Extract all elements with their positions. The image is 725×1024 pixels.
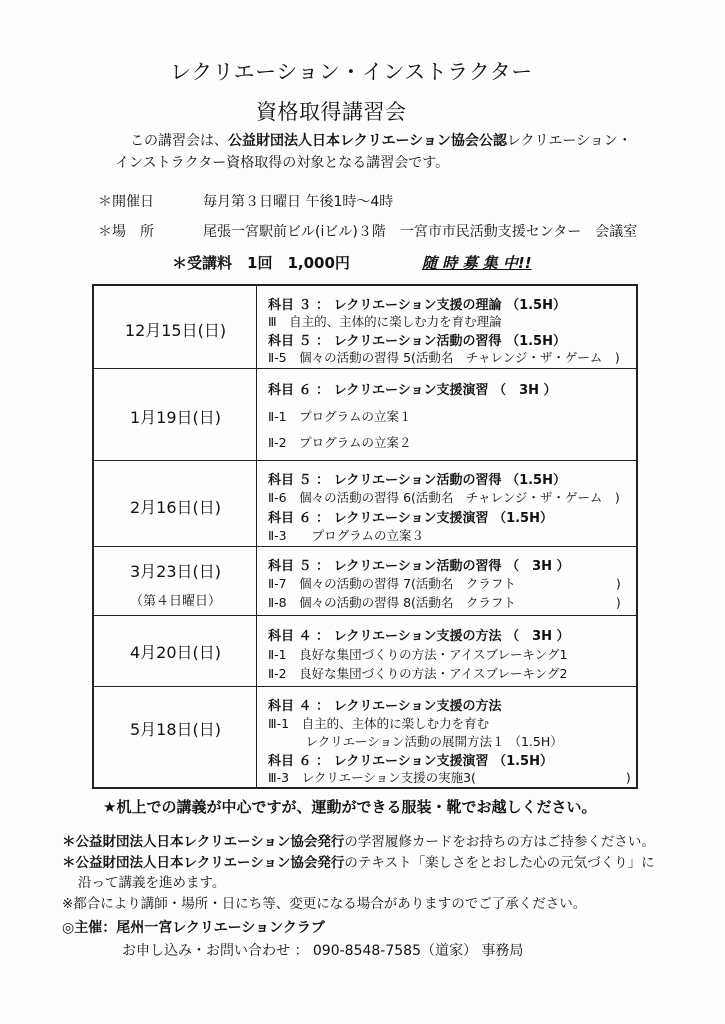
session-date: 2月16日(日) [129, 498, 222, 517]
subject-line: 科目 ５ ： レクリエーション活動の習得 （1.5H） [268, 334, 566, 349]
detail-line: Ⅱ-2 プログラムの立案２ [268, 435, 412, 450]
note-1 [62, 830, 655, 850]
fee-text: ＊受講料 1回 1,000円 [172, 254, 350, 272]
date-label: ＊開催日 [98, 194, 154, 210]
place-label: ＊場 所 [98, 224, 154, 240]
detail-line: Ⅲ-3 レクリエーション支援の実施3( ) [268, 770, 631, 785]
schedule-table [92, 284, 638, 789]
date-cell [94, 687, 257, 787]
detail-line: レクリエーション活動の展開方法１ （1.5H） [268, 734, 563, 749]
page-title-line1: レクリエーション・インストラクター [170, 60, 533, 84]
detail-line: Ⅲ-1 自主的、主体的に楽しむ力を育む [268, 716, 490, 731]
detail-line: Ⅱ-2 良好な集団づくりの方法・アイスブレーキング2 [268, 666, 568, 681]
detail-line: Ⅱ-3 プログラムの立案３ [268, 528, 424, 543]
intro-text-a: この講習会は、 [130, 133, 228, 149]
note-2-publisher: ＊公益財団法人日本レクリエーション協会発行 [62, 855, 345, 871]
subject-line: 科目 ５ ： レクリエーション活動の習得 （1.5H） [268, 473, 566, 488]
date-cell [94, 369, 257, 460]
subject-line: 科目 ４ ： レクリエーション支援の方法 （ 3H ） [268, 629, 570, 644]
session-date: 12月15日(日) [124, 321, 227, 340]
table-row [94, 286, 636, 369]
intro-line2: インストラクター資格取得の対象となる講習会です。 [115, 155, 450, 171]
intro-line1 [130, 130, 632, 152]
note-3: ※都合により講師・場所・日にち等、変更になる場合がありますのでご了承ください。 [62, 896, 587, 912]
note-1-publisher: ＊公益財団法人日本レクリエーション協会発行 [62, 834, 345, 850]
subject-line: 科目 ６ ： レクリエーション支援演習 （1.5H） [268, 754, 553, 769]
subject-line: 科目 ３ ： レクリエーション支援の理論 （1.5H） [268, 298, 566, 313]
table-row [94, 687, 636, 787]
table-row [94, 616, 636, 687]
notice-text: ★机上での講義が中心ですが、運動ができる服装・靴でお越しください。 [103, 798, 597, 816]
table-row [94, 461, 636, 547]
note-2-text: のテキスト「楽しさをとおした心の元気づくり」に [344, 855, 655, 871]
date-value: 毎月第３日曜日 午後1時～4時 [203, 194, 394, 210]
note-1-text: の学習履修カードをお持ちの方はご持参ください。 [344, 834, 655, 850]
session-date: 3月23日(日) [129, 562, 222, 581]
detail-line: Ⅱ-8 個々の活動の習得 8(活動名 クラフト ) [268, 595, 621, 610]
table-row [94, 547, 636, 616]
date-cell [94, 547, 257, 615]
intro-text-b: 公益財団法人日本レクリエーション協会公認 [228, 133, 507, 149]
table-row [94, 369, 636, 461]
recruit-text: 随 時 募 集 中!! [422, 254, 532, 272]
session-date: 4月20日(日) [129, 643, 222, 662]
session-date: 1月19日(日) [129, 408, 222, 427]
detail-line: Ⅲ 自主的、主体的に楽しむ力を育む理論 [268, 314, 502, 329]
detail-line: Ⅱ-6 個々の活動の習得 6(活動名 チャレンジ・ザ・ゲーム ) [268, 490, 620, 505]
contact-info: お申し込み・お問い合わせ ： 090-8548-7585（道家） 事務局 [122, 943, 524, 959]
place-value: 尾張一宮駅前ビル(iビル)３階 一宮市市民活動支援センター 会議室 [203, 224, 638, 240]
detail-line: Ⅱ-1 プログラムの立案１ [268, 409, 412, 424]
subject-line: 科目 ６ ： レクリエーション支援演習 （ 3H ） [268, 383, 557, 398]
session-date: 5月18日(日) [129, 720, 222, 739]
organizer: ◎主催：尾州一宮レクリエーションクラブ [62, 920, 325, 936]
page-title-line2: 資格取得講習会 [256, 100, 407, 124]
session-date-note: （第４日曜日） [129, 594, 221, 609]
date-cell [94, 286, 257, 368]
subject-line: 科目 ５ ： レクリエーション活動の習得 （ 3H ） [268, 559, 570, 574]
detail-line: Ⅱ-5 個々の活動の習得 5(活動名 チャレンジ・ザ・ゲーム ) [268, 350, 620, 365]
detail-line: Ⅱ-7 個々の活動の習得 7(活動名 クラフト ) [268, 576, 621, 591]
detail-line: Ⅱ-1 良好な集団づくりの方法・アイスブレーキング1 [268, 647, 568, 662]
date-cell [94, 616, 257, 686]
note-2 [62, 851, 655, 871]
subject-line: 科目 ６ ： レクリエーション支援演習 （1.5H） [268, 511, 553, 526]
note-2-continued: 沿って講義を進めます。 [78, 875, 226, 891]
subject-line: 科目 ４ ： レクリエーション支援の方法 [268, 699, 502, 714]
intro-text-c: レクリエーション・ [506, 133, 632, 149]
date-cell [94, 461, 257, 546]
